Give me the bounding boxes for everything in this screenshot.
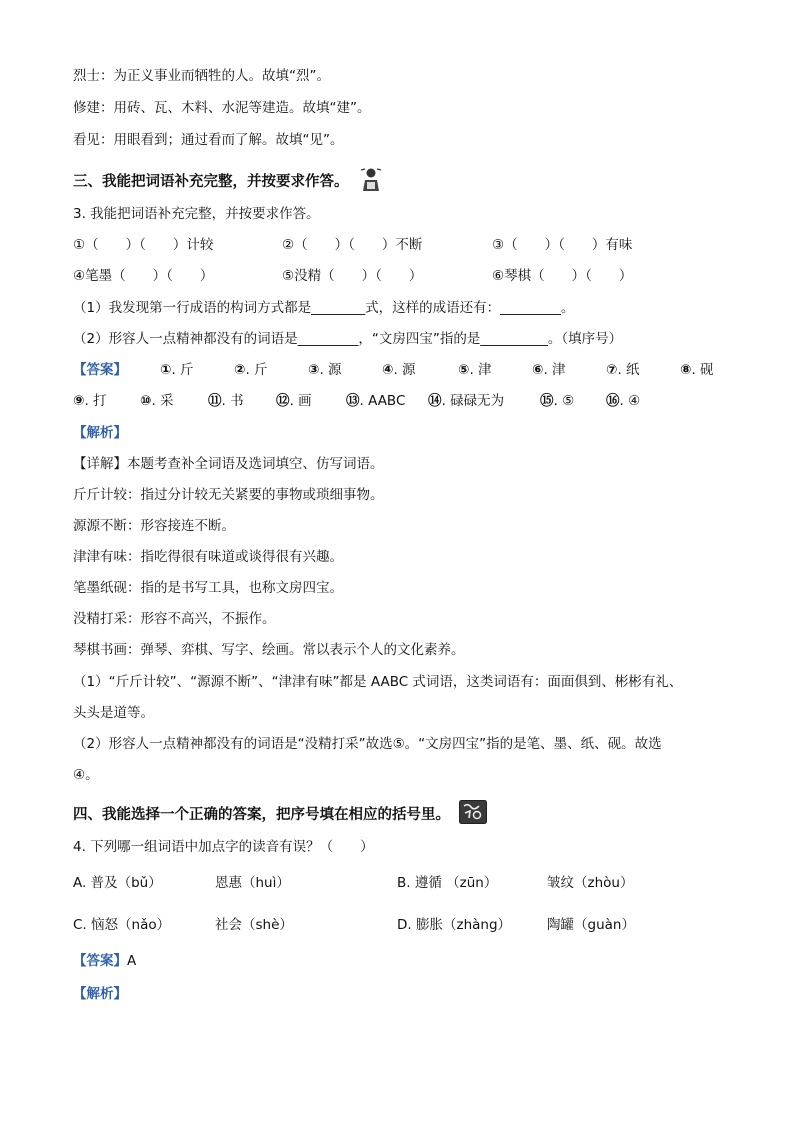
explanation-3: 津津有味：指吃得很有味道或谈得很有兴趣。 <box>73 549 343 565</box>
question-3: 3. 我能把词语补充完整，并按要求作答。 <box>73 206 320 222</box>
text-line-xiujian: 修建：用砖、瓦、木料、水泥等建造。故填“建”。 <box>73 100 371 116</box>
answer-item-value: . 砚 <box>691 362 714 378</box>
stamp-seal-icon <box>459 800 487 830</box>
answer-item-number: ① <box>160 362 172 378</box>
conclusion-1-line-2: 头头是道等。 <box>73 705 154 721</box>
text-line-kanjian: 看见：用眼看到；通过看而了解。故填“见”。 <box>73 132 344 148</box>
answer-item-value: . 采 <box>151 393 174 409</box>
option-d-word-1: D. 膨胀（zhàng） <box>397 917 512 933</box>
answer-item-value: . 纸 <box>617 362 640 378</box>
answer-item-8 <box>680 360 714 380</box>
word-item-6: ⑥琴棋（ ）（ ） <box>492 268 633 284</box>
answer-item-number: ④ <box>382 362 394 378</box>
answer-item-value: . 打 <box>84 393 107 409</box>
option-a-word-1: A. 普及（bǔ） <box>73 875 162 891</box>
answer-item-value: . 斤 <box>245 362 268 378</box>
answer-item-number: ③ <box>308 362 320 378</box>
answer-item-number: ⑩ <box>140 393 152 409</box>
conclusion-1-line-1: （1）“斤斤计较”、“源源不断”、“津津有味”都是 AABC 式词语，这类词语有：面面俱到、彬彬有礼、 <box>73 674 683 690</box>
answer-item-number: ⑮ <box>540 393 554 409</box>
word-item-2: ②（ ）（ ）不断 <box>282 237 423 253</box>
answer-item-value: . 源 <box>393 362 416 378</box>
answer-item-7 <box>540 391 574 411</box>
answer-item-8 <box>606 391 640 411</box>
answer-item-number: ⑤ <box>458 362 470 378</box>
answer-item-4 <box>382 360 416 380</box>
answer-item-value: . 津 <box>543 362 566 378</box>
option-d-word-2: 陶罐（guàn） <box>547 917 635 933</box>
option-c-word-2: 社会（shè） <box>215 917 293 933</box>
answer-item-5 <box>346 391 405 411</box>
answer-item-number: ⑧ <box>680 362 692 378</box>
answer-item-value: . 碌碌无为 <box>441 393 505 409</box>
explanation-2: 源源不断：形容接连不断。 <box>73 518 235 534</box>
conclusion-2-line-1: （2）形容人一点精神都没有的词语是“没精打采”故选⑤。“文房四宝”指的是笔、墨、纸、砚。故选 <box>73 736 662 752</box>
section4-heading-text: 四、我能选择一个正确的答案，把序号填在相应的括号里。 <box>73 807 450 823</box>
answer-item-number: ⑭ <box>428 393 442 409</box>
sub-question-1: （1）我发现第一行成语的构词方式都是________式，这样的成语还有：_________。 <box>73 300 575 316</box>
answer-value-4: A <box>127 953 137 969</box>
answer-item-2 <box>234 360 268 380</box>
answer-item-number: ⑥ <box>532 362 544 378</box>
answer-item-3 <box>208 391 244 411</box>
answer-item-value: . 书 <box>221 393 244 409</box>
explanation-6: 琴棋书画：弹琴、弈棋、写字、绘画。常以表示个人的文化素养。 <box>73 642 465 658</box>
question-4: 4. 下列哪一组词语中加点字的读音有误？（ ） <box>73 839 374 855</box>
word-item-5: ⑤没精（ ）（ ） <box>282 268 423 284</box>
option-a-word-2: 恩惠（huì） <box>215 875 290 891</box>
answer-label-4: 【答案】 <box>73 953 127 969</box>
analysis-label-4: 【解析】 <box>73 986 127 1002</box>
option-c-word-1: C. 恼怒（nǎo） <box>73 917 171 933</box>
word-item-4: ④笔墨（ ）（ ） <box>73 268 214 284</box>
answer-item-value: . 源 <box>319 362 342 378</box>
answer-item-value: . ⑤ <box>553 393 575 409</box>
answer-item-6 <box>532 360 566 380</box>
answer-item-number: ⑯ <box>606 393 620 409</box>
answer-item-number: ② <box>234 362 246 378</box>
explanation-4: 笔墨纸砚：指的是书写工具，也称文房四宝。 <box>73 580 343 596</box>
analysis-label: 【解析】 <box>73 425 127 441</box>
conclusion-2-line-2: ④。 <box>73 767 99 783</box>
answer-item-number: ⑫ <box>276 393 290 409</box>
answer-item-value: . ④ <box>619 393 641 409</box>
answer-item-3 <box>308 360 342 380</box>
answer-item-value: . 画 <box>289 393 312 409</box>
section3-heading <box>73 166 384 198</box>
word-item-1: ①（ ）（ ）计较 <box>73 237 214 253</box>
explanation-1: 斤斤计较：指过分计较无关紧要的事物或琐细事物。 <box>73 487 384 503</box>
answer-item-7 <box>606 360 640 380</box>
answer-item-value: . 斤 <box>171 362 194 378</box>
student-writing-icon <box>358 166 384 198</box>
answer-item-number: ⑦ <box>606 362 618 378</box>
word-item-3: ③（ ）（ ）有味 <box>492 237 633 253</box>
section4-heading <box>73 800 487 830</box>
explanation-5: 没精打采：形容不高兴，不振作。 <box>73 611 276 627</box>
answer-item-number: ⑬ <box>346 393 360 409</box>
answer-item-value: . AABC <box>359 393 406 409</box>
answer-item-1 <box>73 391 107 411</box>
answer-item-number: ⑪ <box>208 393 222 409</box>
section3-heading-text: 三、我能把词语补充完整，并按要求作答。 <box>73 174 349 190</box>
text-line-lieshi: 烈士：为正义事业而牺牲的人。故填“烈”。 <box>73 68 330 84</box>
answer-label: 【答案】 <box>73 362 127 378</box>
answer-item-2 <box>140 391 174 411</box>
answer-line-4 <box>73 951 136 971</box>
answer-item-1 <box>160 360 194 380</box>
answer-item-number: ⑨ <box>73 393 85 409</box>
option-b-word-1: B. 遵循 （zūn） <box>397 875 498 891</box>
detail-line: 【详解】本题考查补全词语及选词填空、仿写词语。 <box>73 456 384 472</box>
answer-item-4 <box>276 391 312 411</box>
sub-question-2: （2）形容人一点精神都没有的词语是_________，“文房四宝”指的是__________。（填序号） <box>73 331 623 347</box>
answer-item-value: . 津 <box>469 362 492 378</box>
option-b-word-2: 皱纹（zhòu） <box>547 875 634 891</box>
answer-item-6 <box>428 391 504 411</box>
answer-item-5 <box>458 360 492 380</box>
